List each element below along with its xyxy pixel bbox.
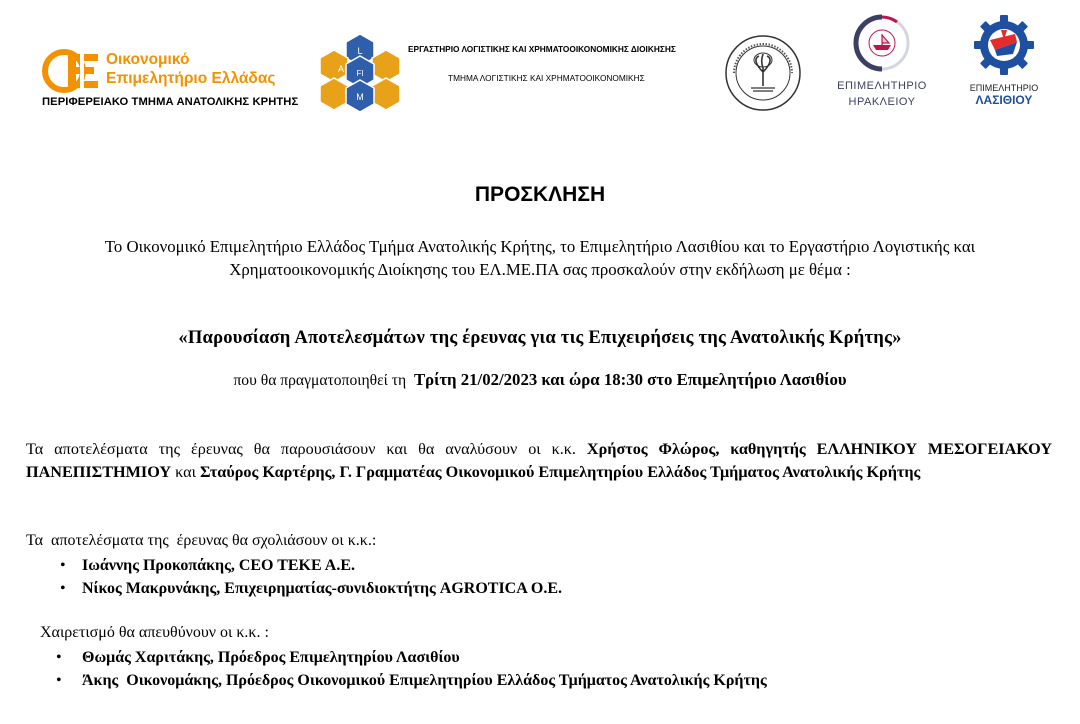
lasithi-label-1: ΕΠΙΜΕΛΗΤΗΡΙΟ [969,83,1039,93]
oe-name [106,50,275,88]
list-item [60,554,562,577]
presenter-1: Χρήστος Φλώρος, καθηγητής ΕΛΛΗΝΙΚΟΥ ΜΕΣΟΓΕΙΑΚΟΥ ΠΑΝΕΠΙΣΤΗΜΙΟΥ [26,440,1053,481]
event-when [0,370,1080,390]
list-item [56,646,767,669]
greeter-2: Άκης Οικονομάκης, Πρόεδρος Οικονομικού Επιμελητηρίου Ελλάδος Τμήματος Ανατολικής Κρήτης [82,672,767,689]
lafim-logo [320,32,400,112]
oe-logo [42,44,299,114]
commenters-list [60,554,562,600]
oe-mark-icon [42,48,104,94]
greeters-heading: Χαιρετισμό θα απευθύνουν οι κ.κ. : [40,624,269,641]
bullet-icon: • [56,672,62,689]
greeters-list [56,646,767,692]
lasithi-chamber-logo [960,12,1048,107]
bullet-icon: • [60,557,66,574]
event-date-place: Τρίτη 21/02/2023 και ώρα 18:30 στο Επιμελητήριο Λασιθίου [413,370,847,389]
heraklion-label-2: ΗΡΑΚΛΕΙΟΥ [848,96,916,108]
list-item [56,669,767,692]
lafim-letter-a: A [337,64,345,74]
list-item [60,577,562,600]
intro-paragraph: Το Οικονομικό Επιμελητήριο Ελλάδος Τμήμα Ανατολικής Κρήτης, το Επιμελητήριο Λασιθίου και το Εργαστήριο Λογιστικής και Χρηματοοικονομικής Διοίκησης του ΕΛ.ΜΕ.ΠΑ σας προσκαλούν στην εκδήλωση με θέμα : [104,237,976,279]
greeter-1: Θωμάς Χαριτάκης, Πρόεδρος Επιμελητηρίου Λασιθίου [82,649,460,666]
lab-department: ΤΜΗΜΑ ΛΟΓΙΣΤΙΚΗΣ ΚΑΙ ΧΡΗΜΑΤΟΟΙΚΟΝΟΜΙΚΗΣ [448,73,645,83]
presenters-and: και [175,463,196,481]
oe-name-line1: Οικονομικό [106,51,190,68]
commenter-2: Νίκος Μακρυνάκης, Επιχειρηματίας-συνιδιοκτήτης AGROTICA Ο.Ε. [82,580,563,597]
bullet-icon: • [56,649,62,666]
lab-name: ΕΡΓΑΣΤΗΡΙΟ ΛΟΓΙΣΤΙΚΗΣ ΚΑΙ ΧΡΗΜΑΤΟΟΙΚΟΝΟΜΙΚΗΣ ΔΙΟΙΚΗΣΗΣ [408,44,676,54]
heraklion-label-1: ΕΠΙΜΕΛΗΤΗΡΙΟ [837,80,927,92]
lafim-letter-fi: FI [356,69,364,78]
lasithi-emblem-icon [971,12,1037,78]
university-seal-icon [724,34,802,112]
oe-name-line2: Επιμελητήριο Ελλάδας [106,70,276,87]
presenters-intro: Τα αποτελέσματα της έρευνας θα παρουσιάσουν και θα αναλύσουν οι κ.κ. [26,440,576,458]
page-title: ΠΡΟΣΚΛΗΣΗ [474,183,606,206]
lafim-letter-m: M [356,92,364,102]
commenter-1: Ιωάννης Προκοπάκης, CEO TEKE A.E. [82,557,356,574]
bullet-icon: • [60,580,66,597]
oe-subtitle: ΠΕΡΙΦΕΡΕΙΑΚΟ ΤΜΗΜΑ ΑΝΑΤΟΛΙΚΗΣ ΚΡΗΤΗΣ [42,96,299,108]
lasithi-label-2: ΛΑΣΙΘΙΟΥ [975,93,1033,107]
presenter-2: Σταύρος Καρτέρης, Γ. Γραμματέας Οικονομικού Επιμελητηρίου Ελλάδος Τμήματος Ανατολικής Κρήτης [200,463,921,481]
heraklion-chamber-logo [832,14,932,109]
event-topic: «Παρουσίαση Αποτελεσμάτων της έρευνας για τις Επιχειρήσεις της Ανατολικής Κρήτης» [178,327,902,348]
lafim-letter-l: L [357,46,363,56]
event-when-prefix: που θα πραγματοποιηθεί τη [233,372,407,389]
presenters-paragraph [26,438,1052,484]
heraklion-emblem-icon [853,14,911,72]
commenters-heading: Τα αποτελέσματα της έρευνας θα σχολιάσουν οι κ.κ.: [26,532,377,549]
